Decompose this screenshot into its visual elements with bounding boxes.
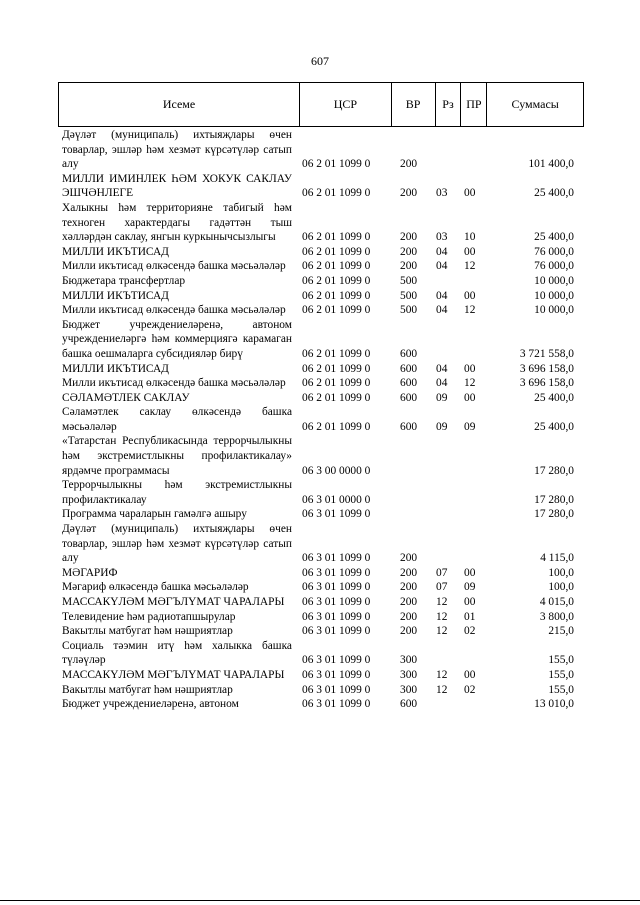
- cell-name: МИЛЛИ ИКЪТИСАД: [62, 289, 169, 302]
- cell-vr: 200: [400, 158, 418, 171]
- cell-vr: 300: [400, 683, 418, 696]
- table-row: [62, 391, 582, 406]
- cell-vr: 200: [400, 231, 418, 244]
- cell-vr: 200: [400, 187, 418, 200]
- cell-pr: 09: [464, 581, 476, 594]
- cell-pr: 12: [464, 304, 476, 317]
- cell-vr: 200: [400, 566, 418, 579]
- cell-name: МАССАКҮЛӘМ МӘГЪЛҮМАТ ЧАРАЛАРЫ: [62, 668, 285, 681]
- table-row: [62, 507, 582, 522]
- cell-csr: 06 2 01 1099 0: [302, 260, 371, 273]
- cell-csr: 06 2 01 1099 0: [302, 245, 371, 258]
- table-row: [62, 624, 582, 639]
- cell-rz: 09: [436, 391, 448, 404]
- cell-sum: 3 696 158,0: [519, 362, 574, 375]
- cell-sum: 13 010,0: [534, 698, 574, 711]
- cell-pr: 00: [464, 289, 476, 302]
- cell-csr: 06 3 01 1099 0: [302, 698, 371, 711]
- cell-sum: 4 015,0: [539, 596, 574, 608]
- cell-pr: 00: [464, 245, 476, 258]
- cell-pr: 02: [464, 683, 476, 696]
- cell-rz: 03: [436, 187, 448, 200]
- cell-sum: 155,0: [548, 668, 574, 681]
- cell-name: Вакытлы матбугат һәм нәшриятлар: [62, 625, 233, 638]
- cell-csr: 06 3 01 1099 0: [302, 610, 371, 623]
- cell-csr: 06 2 01 1099 0: [302, 420, 371, 433]
- cell-name: Дәүләт (муниципаль) ихтыяҗлары өчен товарлар, эшләр һәм хезмәт күрсәтүләр сатып алу: [62, 129, 292, 171]
- cell-csr: 06 3 01 1099 0: [302, 625, 371, 638]
- cell-vr: 500: [400, 274, 418, 287]
- table-row: [62, 128, 582, 172]
- cell-name: Милли икътисад өлкәсендә башка мәсьәләләр: [62, 260, 286, 273]
- cell-csr: 06 3 01 1099 0: [302, 654, 371, 667]
- cell-pr: 00: [464, 566, 476, 579]
- cell-name: МИЛЛИ ИКЪТИСАД: [62, 362, 169, 375]
- cell-name: Социаль тәэмин итү һәм халыкка башка түләүләр: [62, 639, 292, 667]
- table-row: [62, 201, 582, 245]
- page-number: 607: [311, 54, 329, 68]
- cell-name: МАССАКҮЛӘМ МӘГЪЛҮМАТ ЧАРАЛАРЫ: [62, 596, 285, 608]
- table-row: [62, 303, 582, 318]
- table-row: [62, 318, 582, 362]
- cell-vr: 600: [400, 347, 418, 360]
- table-row: [62, 478, 582, 507]
- cell-sum: 17 280,0: [534, 464, 574, 477]
- cell-name: Бюджетара трансфертлар: [62, 274, 186, 287]
- cell-name: МӘГАРИФ: [62, 566, 118, 579]
- cell-sum: 10 000,0: [534, 289, 574, 302]
- cell-pr: 00: [464, 187, 476, 200]
- cell-name: Мәгариф өлкәсендә башка мәсьәләләр: [62, 581, 249, 594]
- table-row: [62, 289, 582, 304]
- table-row: [62, 245, 582, 260]
- cell-pr: 01: [464, 610, 476, 623]
- cell-csr: 06 3 01 1099 0: [302, 683, 371, 696]
- cell-sum: 100,0: [548, 581, 574, 594]
- table-row: [62, 639, 582, 668]
- cell-vr: 600: [400, 391, 418, 404]
- table-row: [62, 274, 582, 289]
- table-row: [62, 580, 582, 595]
- cell-csr: 06 2 01 1099 0: [302, 377, 371, 390]
- cell-rz: 04: [436, 362, 448, 375]
- cell-csr: 06 2 01 1099 0: [302, 391, 371, 404]
- cell-pr: 10: [464, 231, 476, 244]
- cell-name: Террорчылыкны һәм экстремистлыкны профилактикалау: [62, 479, 292, 506]
- column-header-sum: Суммасы: [511, 97, 559, 111]
- cell-rz: 12: [436, 668, 448, 681]
- cell-csr: 06 3 01 1099 0: [302, 552, 371, 565]
- cell-name: СӘЛАМӘТЛЕК САКЛАУ: [62, 391, 190, 404]
- cell-name: Милли икътисад өлкәсендә башка мәсьәләләр: [62, 304, 286, 317]
- table-row: [62, 683, 582, 698]
- cell-name: МИЛЛИ ИМИНЛЕК ҺӘМ ХОКУК САКЛАУ ЭШЧӘНЛЕГЕ: [62, 172, 292, 200]
- column-header-name: Исеме: [59, 83, 300, 126]
- cell-vr: 200: [400, 610, 418, 623]
- bottom-divider: [0, 900, 640, 901]
- cell-name: Халыкны һәм территорияне табигый һәм техноген характердагы гадәттән тыш хәлләрдән саклау, янгын куркынычсызлыгы: [62, 201, 292, 244]
- cell-sum: 215,0: [548, 625, 574, 638]
- cell-rz: 04: [436, 377, 448, 390]
- cell-sum: 155,0: [548, 654, 574, 667]
- cell-pr: 00: [464, 668, 476, 681]
- cell-vr: 200: [400, 552, 418, 565]
- cell-sum: 25 400,0: [534, 231, 574, 244]
- cell-sum: 76 000,0: [534, 260, 574, 273]
- cell-rz: 04: [436, 245, 448, 258]
- cell-name: Милли икътисад өлкәсендә башка мәсьәләләр: [62, 377, 286, 390]
- cell-sum: 101 400,0: [528, 158, 574, 171]
- cell-csr: 06 3 00 0000 0: [302, 464, 371, 477]
- cell-vr: 200: [400, 596, 418, 608]
- cell-sum: 10 000,0: [534, 274, 574, 287]
- cell-sum: 3 721 558,0: [519, 347, 574, 360]
- table-row: [62, 697, 582, 712]
- cell-sum: 25 400,0: [534, 391, 574, 404]
- cell-csr: 06 2 01 1099 0: [302, 362, 371, 375]
- table-row: [62, 610, 582, 625]
- cell-vr: 200: [400, 625, 418, 638]
- cell-csr: 06 3 01 1099 0: [302, 581, 371, 594]
- cell-name: Телевидение һәм радиотапшырулар: [62, 610, 236, 623]
- cell-vr: 600: [400, 420, 418, 433]
- table-body: [62, 128, 582, 712]
- cell-csr: 06 3 01 1099 0: [302, 508, 371, 521]
- cell-sum: 17 280,0: [534, 508, 574, 521]
- cell-rz: 07: [436, 581, 448, 594]
- cell-pr: 12: [464, 377, 476, 390]
- cell-sum: 25 400,0: [534, 187, 574, 200]
- cell-pr: 12: [464, 260, 476, 273]
- cell-pr: 00: [464, 596, 476, 608]
- table-row: [62, 595, 582, 610]
- cell-rz: 07: [436, 566, 448, 579]
- cell-csr: 06 2 01 1099 0: [302, 289, 371, 302]
- cell-pr: 00: [464, 391, 476, 404]
- cell-rz: 12: [436, 596, 448, 608]
- cell-vr: 600: [400, 698, 418, 711]
- cell-sum: 17 280,0: [534, 493, 574, 506]
- cell-sum: 4 115,0: [540, 552, 574, 565]
- cell-vr: 200: [400, 581, 418, 594]
- cell-vr: 600: [400, 377, 418, 390]
- cell-sum: 3 800,0: [539, 610, 574, 623]
- cell-rz: 04: [436, 289, 448, 302]
- cell-vr: 500: [400, 304, 418, 317]
- cell-rz: 12: [436, 625, 448, 638]
- table-row: [62, 566, 582, 581]
- table-row: [62, 522, 582, 566]
- cell-csr: 06 3 01 0000 0: [302, 493, 371, 506]
- cell-csr: 06 2 01 1099 0: [302, 158, 371, 171]
- table-row: [62, 376, 582, 391]
- cell-vr: 600: [400, 362, 418, 375]
- column-header-vr: ВР: [392, 83, 436, 126]
- cell-csr: 06 2 01 1099 0: [302, 231, 371, 244]
- cell-name: Сәламәтлек саклау өлкәсендә башка мәсьәләләр: [62, 406, 292, 433]
- cell-sum: 100,0: [548, 566, 574, 579]
- cell-pr: 09: [464, 420, 476, 433]
- cell-sum: 10 000,0: [534, 304, 574, 317]
- cell-name: Бюджет учреждениеләренә, автоном учреждениеләргә һәм коммерциягә карамаган башка оешмаларга субсидияләр бирү: [62, 318, 292, 360]
- table-row: [62, 668, 582, 683]
- cell-name: Программа чараларын гамәлгә ашыру: [62, 508, 247, 521]
- table-row: [62, 259, 582, 274]
- table-row: [62, 362, 582, 377]
- cell-rz: 12: [436, 610, 448, 623]
- cell-csr: 06 2 01 1099 0: [302, 304, 371, 317]
- cell-name: Вакытлы матбугат һәм нәшриятлар: [62, 683, 233, 696]
- table-header: [58, 82, 584, 127]
- cell-rz: 03: [436, 231, 448, 244]
- cell-name: МИЛЛИ ИКЪТИСАД: [62, 245, 169, 258]
- cell-pr: 00: [464, 362, 476, 375]
- column-header-csr: ЦСР: [300, 83, 392, 126]
- cell-sum: 155,0: [548, 683, 574, 696]
- cell-csr: 06 3 01 1099 0: [302, 596, 371, 608]
- table-row: [62, 434, 582, 478]
- column-header-rz: Рз: [436, 83, 462, 126]
- cell-name: «Татарстан Республикасында террорчылыкны һәм экстремистлыкны профилактикалау» ярдәмче программасы: [62, 435, 292, 477]
- table-row: [62, 405, 582, 434]
- column-header-pr: ПР: [461, 83, 487, 126]
- cell-rz: 04: [436, 260, 448, 273]
- cell-vr: 200: [400, 260, 418, 273]
- cell-name: Дәүләт (муниципаль) ихтыяҗлары өчен товарлар, эшләр һәм хезмәт күрсәтүләр сатып алу: [62, 523, 292, 565]
- cell-sum: 25 400,0: [534, 420, 574, 433]
- cell-csr: 06 3 01 1099 0: [302, 668, 371, 681]
- cell-csr: 06 2 01 1099 0: [302, 187, 371, 200]
- cell-pr: 02: [464, 625, 476, 638]
- table-row: [62, 172, 582, 201]
- cell-vr: 500: [400, 289, 418, 302]
- cell-rz: 04: [436, 304, 448, 317]
- cell-vr: 300: [400, 654, 418, 667]
- cell-csr: 06 2 01 1099 0: [302, 274, 371, 287]
- cell-rz: 12: [436, 683, 448, 696]
- cell-rz: 09: [436, 420, 448, 433]
- cell-name: Бюджет учреждениеләренә, автоном: [62, 698, 239, 711]
- cell-vr: 300: [400, 668, 418, 681]
- cell-csr: 06 3 01 1099 0: [302, 566, 371, 579]
- cell-sum: 3 696 158,0: [519, 377, 574, 390]
- cell-csr: 06 2 01 1099 0: [302, 347, 371, 360]
- cell-sum: 76 000,0: [534, 245, 574, 258]
- cell-vr: 200: [400, 245, 418, 258]
